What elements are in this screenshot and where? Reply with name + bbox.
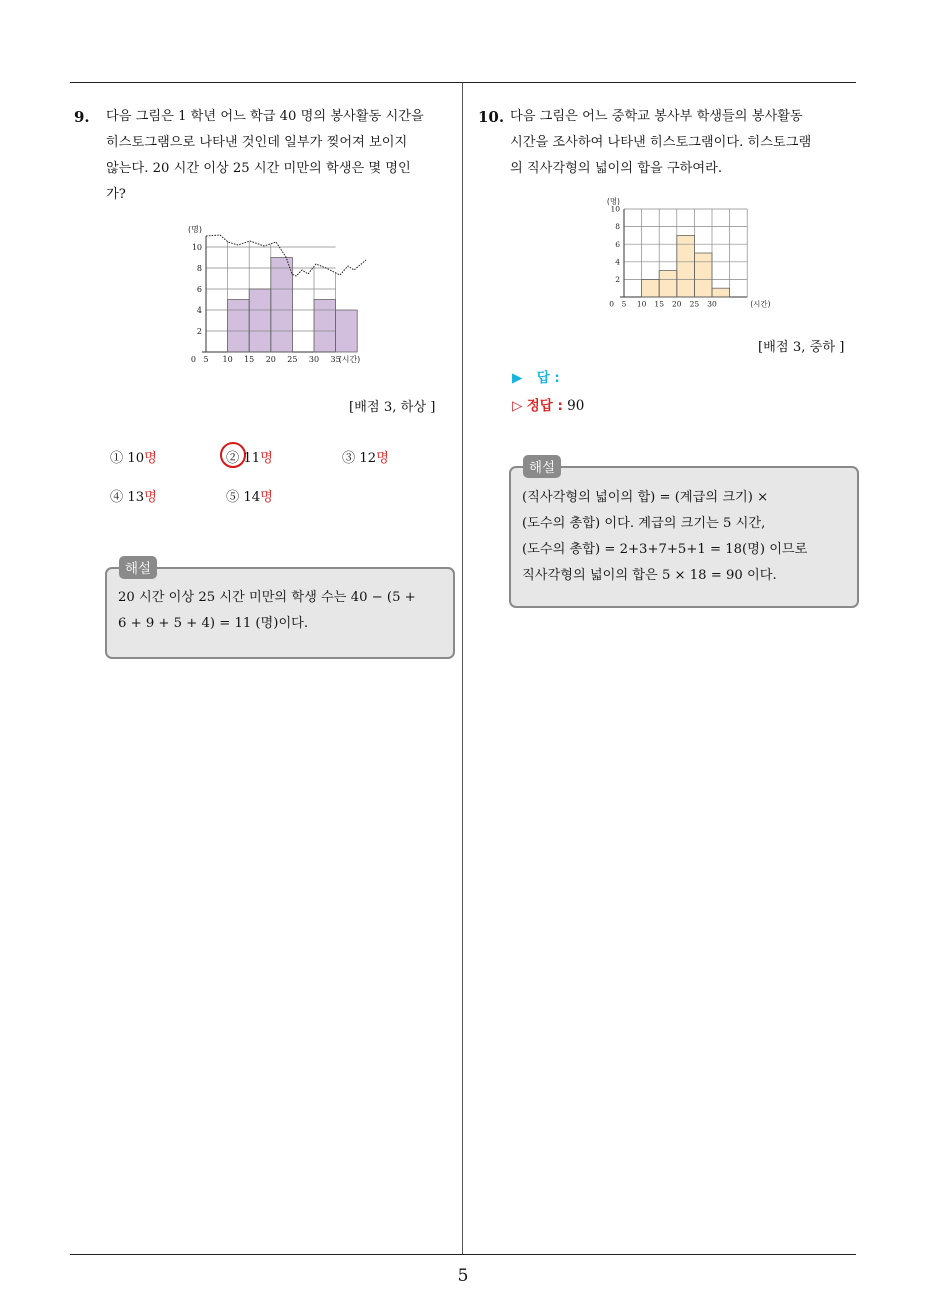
question-10-text: [510, 104, 811, 182]
choice-symbol: ③: [342, 451, 356, 466]
x-tick-label: 10: [636, 299, 647, 309]
histogram-q10: [598, 186, 778, 316]
explanation-line: (직사각형의 넓이의 합) = (계급의 크기) ×: [522, 490, 769, 505]
page-number: 5: [457, 1266, 469, 1286]
histogram-bar: [271, 258, 293, 353]
choice-1[interactable]: [110, 447, 157, 466]
x-tick-label: 5: [621, 299, 627, 309]
choice-unit: 명: [260, 490, 273, 505]
choice-5[interactable]: [226, 486, 273, 505]
question-10-number: 10.: [478, 108, 505, 126]
choice-unit: 명: [144, 490, 157, 505]
histogram-bar: [336, 310, 358, 352]
choice-unit: 명: [260, 451, 273, 466]
y-tick-label: 10: [191, 242, 202, 252]
y-tick-label: 8: [615, 222, 620, 232]
explanation-line: 20 시간 이상 25 시간 미만의 학생 수는 40 − (5 +: [118, 590, 416, 605]
x-tick-label: 20: [265, 355, 276, 364]
choice-symbol: ①: [110, 451, 124, 466]
choice-symbol: ⑤: [226, 490, 240, 505]
choice-number: 10: [127, 451, 145, 466]
x-tick-label: 35: [330, 355, 341, 364]
question-line: 의 직사각형의 넓이의 합을 구하여라.: [510, 161, 723, 176]
answer-arrow-icon: ▶: [512, 370, 523, 386]
explanation-tag: 해설: [523, 455, 561, 478]
correct-label: 정답 :: [526, 398, 563, 414]
y-tick-label: 8: [196, 263, 202, 273]
question-line: 않는다. 20 시간 이상 25 시간 미만의 학생은 몇 명인: [106, 161, 411, 176]
choice-symbol: ②: [226, 451, 240, 466]
question-9-text: [106, 104, 424, 208]
x-tick-label: 20: [672, 299, 682, 309]
origin-label: 0: [190, 355, 196, 364]
explanation-line: 직사각형의 넓이의 합은 5 × 18 = 90 이다.: [522, 568, 777, 583]
explanation-line: (도수의 총합) 이다. 계급의 크기는 5 시간,: [522, 516, 766, 531]
x-tick-label: 5: [203, 355, 209, 364]
question-line: 다음 그림은 1 학년 어느 학급 40 명의 봉사활동 시간을: [106, 109, 424, 124]
choice-unit: 명: [376, 451, 389, 466]
y-axis-label: (명): [188, 225, 202, 234]
y-tick-label: 2: [196, 326, 202, 336]
x-axis-label: (시간): [338, 355, 361, 364]
explanation-text-q9: [118, 585, 416, 637]
question-line: 가?: [106, 187, 126, 202]
question-line: 히스토그램으로 나타낸 것인데 일부가 찢어져 보이지: [106, 135, 408, 150]
x-axis-label: (시간): [750, 299, 771, 309]
x-tick-label: 25: [287, 355, 298, 364]
y-tick-label: 2: [615, 275, 620, 285]
answer-label: 답 :: [536, 370, 560, 386]
explanation-text-q10: [522, 485, 807, 589]
explanation-tag: 해설: [119, 556, 157, 579]
histogram-bar: [712, 288, 730, 297]
origin-label: 0: [609, 299, 614, 309]
correct-value: 90: [567, 398, 585, 414]
choice-number: 14: [243, 490, 261, 505]
histogram-bar: [249, 289, 271, 352]
correct-arrow-icon: ▷: [512, 398, 523, 414]
histogram-q9: [180, 214, 400, 374]
histogram-bar: [642, 279, 660, 297]
y-axis-label: (명): [606, 197, 620, 206]
top-rule: [70, 82, 856, 83]
histogram-bar: [677, 235, 695, 297]
question-line: 시간을 조사하여 나타낸 히스토그램이다. 히스토그램: [510, 135, 812, 150]
choice-number: 13: [127, 490, 145, 505]
y-tick-label: 6: [196, 284, 202, 294]
x-tick-label: 15: [654, 299, 664, 309]
choice-4[interactable]: [110, 486, 157, 505]
explanation-line: (도수의 총합) = 2+3+7+5+1 = 18(명) 이므로: [522, 542, 808, 557]
y-tick-label: 4: [196, 305, 202, 315]
column-divider: [462, 83, 463, 1254]
choice-3[interactable]: [342, 447, 389, 466]
histogram-bar: [228, 300, 250, 353]
x-tick-label: 25: [689, 299, 700, 309]
question-9-number: 9.: [74, 108, 90, 126]
choice-2[interactable]: [226, 447, 273, 466]
histogram-bar: [659, 271, 677, 297]
histogram-bar: [314, 300, 336, 353]
y-tick-label: 6: [615, 239, 620, 249]
histogram-bar: [694, 253, 712, 297]
x-tick-label: 10: [222, 355, 233, 364]
y-tick-label: 4: [615, 257, 620, 267]
x-tick-label: 30: [707, 299, 717, 309]
choice-number: 11: [243, 451, 261, 466]
choice-number: 12: [359, 451, 377, 466]
bottom-rule: [70, 1254, 856, 1255]
choice-unit: 명: [144, 451, 157, 466]
question-line: 다음 그림은 어느 중학교 봉사부 학생들의 봉사활동: [510, 109, 803, 124]
x-tick-label: 15: [244, 355, 255, 364]
answer-line: [512, 366, 560, 386]
choice-symbol: ④: [110, 490, 124, 505]
question-10-score: [배점 3, 중하 ]: [758, 340, 845, 355]
y-tick-label: 10: [610, 204, 620, 214]
explanation-line: 6 + 9 + 5 + 4) = 11 (명)이다.: [118, 616, 309, 631]
x-tick-label: 30: [308, 355, 320, 364]
correct-answer-line: [512, 394, 584, 414]
question-9-score: [배점 3, 하상 ]: [349, 400, 436, 415]
